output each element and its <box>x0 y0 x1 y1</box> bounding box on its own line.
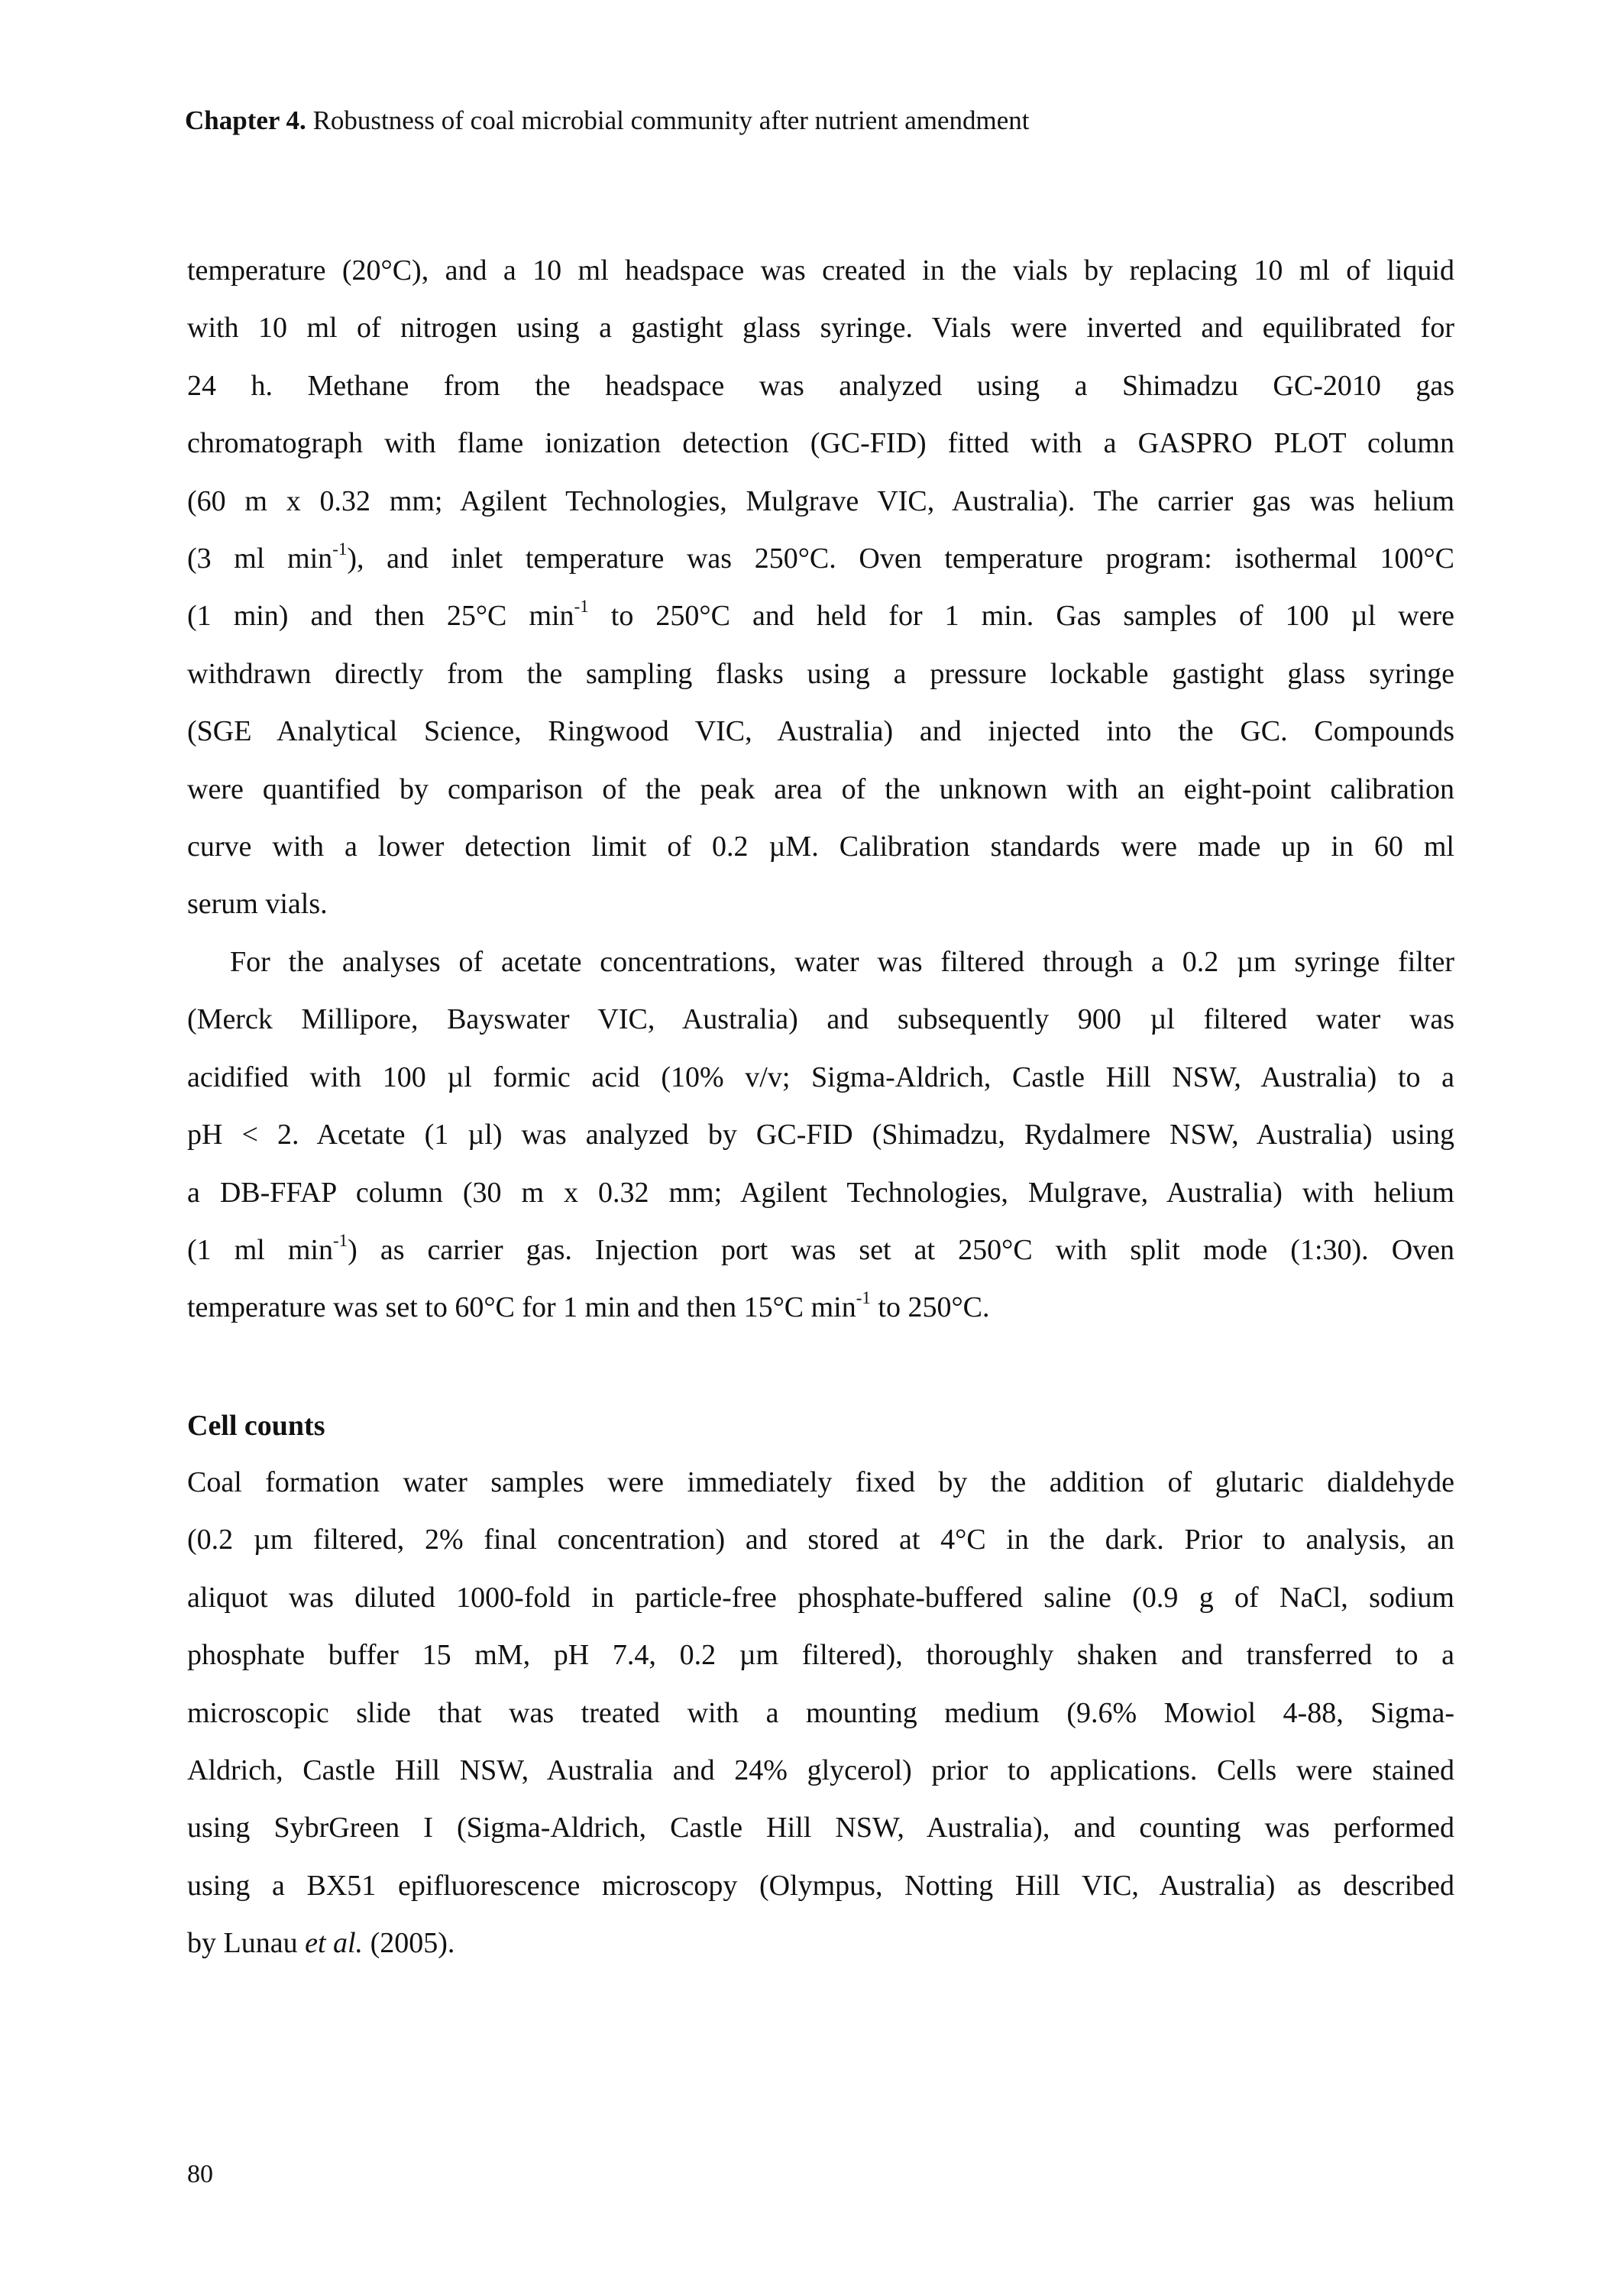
text-run: to 250°C. <box>870 1291 990 1324</box>
text-line <box>187 415 1454 472</box>
text-line <box>187 1915 1454 1972</box>
text-line <box>187 1106 1454 1164</box>
chapter-title: Robustness of coal microbial community after nutrient amendment <box>312 105 1030 135</box>
text-line <box>187 1454 1454 1511</box>
text-line <box>187 934 1454 991</box>
superscript: -1 <box>332 539 348 559</box>
text-run: with 10 ml of nitrogen using a gastight glass syringe. Vials were inverted and equilibrated for <box>187 312 1454 345</box>
text-run: a DB-FFAP column (30 m x 0.32 mm; Agilent Technologies, Mulgrave, Australia) with helium <box>187 1176 1454 1209</box>
text-line <box>187 242 1454 300</box>
text-line <box>187 1222 1454 1279</box>
text-run: ) as carrier gas. Injection port was set at 250°C with split mode (1:30). Oven <box>348 1233 1455 1266</box>
text-line <box>187 1799 1454 1857</box>
text-run: 24 h. Methane from the headspace was analyzed using a Shimadzu GC-2010 gas <box>187 369 1454 402</box>
text-line <box>187 703 1454 760</box>
text-run: serum vials. <box>187 888 328 921</box>
text-run: temperature was set to 60°C for 1 min and then 15°C min <box>187 1291 856 1324</box>
text-run: to 250°C and held for 1 min. Gas samples of 100 µl were <box>588 600 1454 633</box>
text-line <box>187 1049 1454 1106</box>
text-line <box>187 991 1454 1048</box>
text-run: (2005). <box>363 1927 455 1960</box>
text-line <box>187 588 1454 645</box>
text-run: chromatograph with flame ionization detection (GC-FID) fitted with a GASPRO PLOT column <box>187 427 1454 460</box>
text-run: (SGE Analytical Science, Ringwood VIC, Australia) and injected into the GC. Compounds <box>187 715 1454 748</box>
text-run: phosphate buffer 15 mM, pH 7.4, 0.2 µm filtered), thoroughly shaken and transferred to a <box>187 1639 1454 1672</box>
text-line <box>187 1857 1454 1915</box>
text-run: microscopic slide that was treated with a mounting medium (9.6% Mowiol 4-88, Sigma- <box>187 1696 1454 1729</box>
text-line <box>187 1164 1454 1222</box>
paragraph-cell-counts <box>187 1454 1454 1973</box>
text-line <box>187 1742 1454 1799</box>
chapter-label: Chapter 4. <box>185 105 306 135</box>
italic-text: et al. <box>305 1927 364 1960</box>
text-line <box>187 1627 1454 1684</box>
page-number: 80 <box>187 2160 213 2188</box>
text-run: were quantified by comparison of the peak area of the unknown with an eight-point calibration <box>187 772 1454 805</box>
text-run: acidified with 100 µl formic acid (10% v/v; Sigma-Aldrich, Castle Hill NSW, Australia) to a <box>187 1061 1454 1093</box>
text-run: curve with a lower detection limit of 0.2 µM. Calibration standards were made up in 60 ml <box>187 830 1454 863</box>
text-line <box>187 473 1454 530</box>
text-run: temperature (20°C), and a 10 ml headspace was created in the vials by replacing 10 ml of liquid <box>187 254 1454 287</box>
text-run: withdrawn directly from the sampling flasks using a pressure lockable gastight glass syringe <box>187 657 1454 690</box>
superscript: -1 <box>332 1230 348 1250</box>
text-run: For the analyses of acetate concentrations, water was filtered through a 0.2 µm syringe filter <box>230 946 1454 978</box>
section-heading-cell-counts: Cell counts <box>187 1410 325 1442</box>
text-line <box>187 818 1454 876</box>
text-run: using a BX51 epifluorescence microscopy (Olympus, Notting Hill VIC, Australia) as described <box>187 1869 1454 1902</box>
text-run: (0.2 µm filtered, 2% final concentration) and stored at 4°C in the dark. Prior to analysis, an <box>187 1524 1454 1556</box>
text-run: ), and inlet temperature was 250°C. Oven temperature program: isothermal 100°C <box>347 542 1454 575</box>
text-run: pH < 2. Acetate (1 µl) was analyzed by GC-FID (Shimadzu, Rydalmere NSW, Australia) using <box>187 1119 1454 1151</box>
text-run: (3 ml min <box>187 542 333 575</box>
text-line <box>187 1511 1454 1569</box>
text-run: (Merck Millipore, Bayswater VIC, Australia) and subsequently 900 µl filtered water was <box>187 1003 1454 1036</box>
running-header <box>185 104 1030 138</box>
text-run: (1 ml min <box>187 1233 333 1266</box>
text-line <box>187 1279 1454 1336</box>
paragraph-gc-methods <box>187 242 1454 934</box>
text-line <box>187 300 1454 357</box>
text-run: (60 m x 0.32 mm; Agilent Technologies, Mulgrave VIC, Australia). The carrier gas was helium <box>187 484 1454 517</box>
text-line <box>187 1685 1454 1742</box>
text-line <box>187 530 1454 588</box>
paragraph-acetate-analysis <box>187 934 1454 1337</box>
superscript: -1 <box>574 597 589 617</box>
text-run: Coal formation water samples were immediately fixed by the addition of glutaric dialdehyde <box>187 1466 1454 1498</box>
superscript: -1 <box>856 1288 871 1308</box>
text-run: Aldrich, Castle Hill NSW, Australia and 24% glycerol) prior to applications. Cells were stained <box>187 1754 1454 1786</box>
text-line <box>187 358 1454 415</box>
text-run: using SybrGreen I (Sigma-Aldrich, Castle Hill NSW, Australia), and counting was performed <box>187 1812 1454 1844</box>
text-run: aliquot was diluted 1000-fold in particle-free phosphate-buffered saline (0.9 g of NaCl, sodium <box>187 1581 1454 1614</box>
text-run: by Lunau <box>187 1927 306 1960</box>
text-line <box>187 876 1454 933</box>
text-line <box>187 1569 1454 1627</box>
text-line <box>187 646 1454 703</box>
text-line <box>187 761 1454 818</box>
text-run: (1 min) and then 25°C min <box>187 600 574 633</box>
